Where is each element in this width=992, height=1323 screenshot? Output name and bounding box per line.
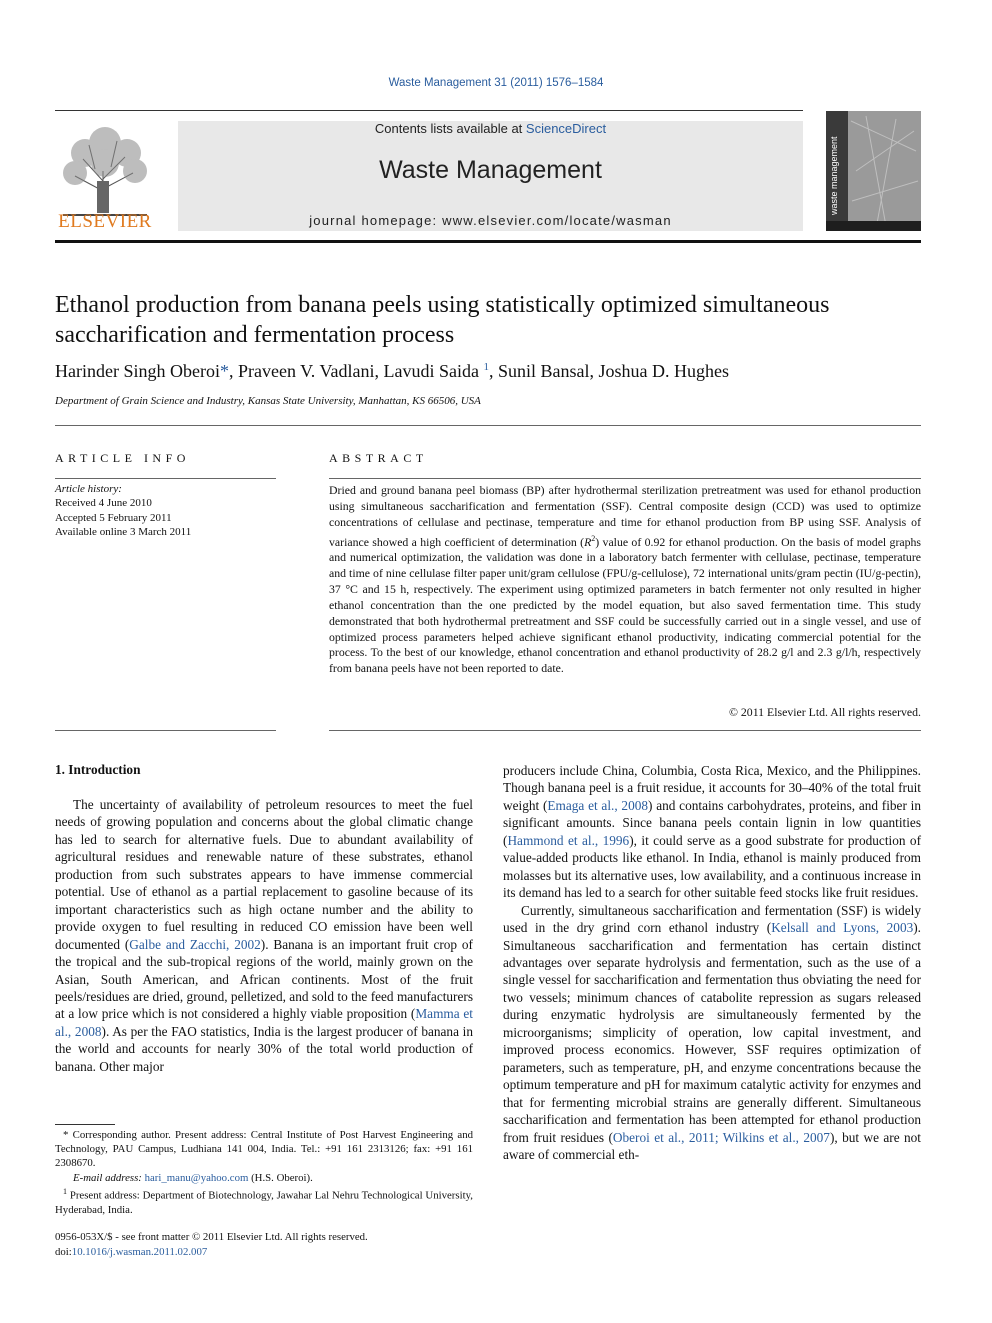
front-matter-info	[55, 1230, 473, 1259]
corresponding-author-mark[interactable]: *	[219, 361, 229, 381]
author-name[interactable]: Harinder Singh Oberoi	[55, 361, 220, 381]
footnotes	[55, 1128, 473, 1217]
reference-link[interactable]: Emaga et al., 2008	[547, 797, 649, 813]
sciencedirect-link[interactable]: ScienceDirect	[525, 121, 607, 136]
paragraph-text: ) and contains carbohydrates, proteins, and fiber in significant amounts. Since banana peels contain lignin in low quantities (	[503, 797, 921, 848]
journal-citation[interactable]: Waste Management 31 (2011) 1576–1584	[388, 77, 604, 89]
abstract-rule	[329, 478, 921, 479]
elsevier-logo	[53, 121, 157, 233]
reference-link[interactable]: Mamma et al., 2008	[55, 1006, 474, 1039]
footnote-number: 1	[63, 1186, 67, 1196]
reference-link[interactable]: Hammond et al., 1996	[507, 832, 630, 848]
abstract-part: ) value of 0.92 for ethanol production. On the basis of model graphs and numerical optimization, the validation was done in a laboratory batch fermenter with cellulase, pectinase, temperature and time of nine cellulase filter paper unit/gram cellulose (FPU/g-cellulose), 72 international units/gram pectin (IU/g-pectin), 37 °C and 15 h, respectively. The experiment using optimized parameters in batch fermenter not only resulted in higher ethanol concentration than the one predicted by the model equation, but also saved fermentation time. This study demonstrated that both hydrothermal pretreatment and SSF could be successfully carried out in a single vessel, and use of optimized process parameters helped achieve significant ethanol productivity, indicating commercial potential for the process. To the best of our knowledge, ethanol concentration and ethanol productivity of 28.2 g/l and 2.3 g/l/h, respectively from banana peels have not been reported to date.	[329, 534, 922, 676]
author-name[interactable]: Sunil Bansal	[497, 361, 590, 381]
header-thick-rule	[55, 240, 921, 243]
journal-homepage	[178, 213, 803, 228]
article-info-bottom-rule	[55, 730, 276, 731]
abstract-part: Dried and ground banana peel biomass (BP) after hydrothermal sterilization pretreatment was used for ethanol production using simultaneous saccharification and fermentation (SSF). Central composite design (CCD) was used to optimize concentrations of cellulase and pectinase, temperature and time for ethanol production from BP using SSF. Analysis of variance showed a high coefficient of determination (	[329, 483, 921, 549]
section-heading-introduction: 1. Introduction	[55, 762, 141, 777]
email-owner: (H.S. Oberoi).	[251, 1171, 313, 1184]
article-title: Ethanol production from banana peels using statistically optimized simultaneous saccharification and fermentation process	[55, 292, 830, 348]
header-rule	[55, 110, 803, 111]
title-rule	[55, 425, 921, 426]
present-address-note: Present address: Department of Biotechnology, Jawahar Lal Nehru Technological University, Hyderabad, India.	[55, 1189, 473, 1216]
abstract-text	[329, 483, 921, 677]
doi-link[interactable]: 10.1016/j.wasman.2011.02.007	[71, 1245, 208, 1258]
received-date: Received 4 June 2010	[55, 497, 152, 510]
contents-prefix: Contents lists available at	[374, 121, 526, 136]
issn-line: 0956-053X/$ - see front matter © 2011 Elsevier Ltd. All rights reserved.	[55, 1231, 368, 1243]
article-info-rule	[55, 478, 276, 479]
footnote-star: *	[63, 1129, 69, 1141]
online-date: Available online 3 March 2011	[55, 526, 192, 539]
footnote-rule	[55, 1124, 115, 1125]
paragraph-text: ). As per the FAO statistics, India is the largest producer of banana in the world and accounts for nearly 30% of the total world production of banana. Other major	[55, 1023, 473, 1074]
journal-cover-thumbnail[interactable]	[826, 111, 921, 231]
paragraph-text: ). Banana is an important fruit crop of the tropical and the sub-tropical regions of the world, mainly grown on the Asian, South American, and African continents. Most of the fruit peels/residues are dried, ground, pelletized, and sold to the feed manufacturers at a low price which is not considered a highly viable proposition (	[55, 936, 473, 1022]
cover-title: waste management	[829, 136, 839, 215]
affiliation: Department of Grain Science and Industry, Kansas State University, Manhattan, KS 66506, USA	[55, 395, 481, 407]
paragraph-text: ). Simultaneous saccharification and fermentation has certain distinct advantages over separate hydrolysis and fermentation, such as the use of a single vessel for saccharification and fermentation thus obviating the need for two vessels; minimum chances of catabolite repression as sugars released during enzymatic hydrolysis are simultaneously fermented by the microorganisms; simplicity of operation, low capital investment, and improved process economics. However, SSF requires optimization of parameters, such as temperature, pH, and enzyme concentrations because the optimum temperature and pH for maximum catalytic activity for enzymes and that for fermenting microbial strains are generally different. Simultaneous saccharification and fermentation has been attempted for ethanol production from fruit residues (	[503, 920, 922, 1145]
reference-link[interactable]: Kelsall and Lyons, 2003	[771, 920, 914, 936]
body-column-left	[55, 796, 473, 1075]
author-list: Harinder Singh Oberoi*, Praveen V. Vadlani, Lavudi Saida $^1$, Sunil Bansal, Joshua D. Hughes	[55, 361, 729, 381]
author-name[interactable]: Lavudi Saida	[383, 361, 479, 381]
article-info-heading: ARTICLE INFO	[55, 451, 190, 465]
abstract-bottom-rule	[329, 730, 921, 731]
footnote-mark[interactable]: 1	[483, 361, 489, 373]
abstract-copyright: © 2011 Elsevier Ltd. All rights reserved.	[729, 705, 921, 719]
author-name[interactable]: Joshua D. Hughes	[598, 361, 729, 381]
corresponding-author-note: Corresponding author. Present address: Central Institute of Post Harvest Engineering and Technology, PAU Campus, Ludhiana 141 004, India. Tel.: +91 161 2313126; fax: +91 161 2308670.	[55, 1129, 473, 1170]
email-label: E-mail address:	[73, 1171, 142, 1184]
history-label: Article history:	[55, 483, 122, 495]
homepage-url[interactable]: www.elsevier.com/locate/wasman	[442, 213, 672, 228]
article-history	[55, 482, 276, 540]
paragraph-text: The uncertainty of availability of petroleum resources to meet the fuel needs of growing population and concerns about the global climatic change has led to search for alternative fuels. Due to abundant availability of agricultural residues and renewable nature of these substrates, ethanol production from such substrates appears to have immense commercial potential. Use of ethanol as a partial replacement to gasoline because of its important characteristics such as high octane number and the ability to provide oxygen to fuel resulting in reduced CO emission have been well documented (	[55, 797, 473, 952]
paragraph-text: Currently, simultaneous saccharification and fermentation (SSF) is widely used in the dry grind corn ethanol industry (	[503, 902, 921, 936]
homepage-prefix: journal homepage:	[309, 213, 443, 228]
reference-link[interactable]: Galbe and Zacchi, 2002	[129, 936, 261, 952]
r-exponent: 2	[591, 533, 596, 543]
doi-line	[55, 1245, 473, 1260]
doi-label: doi:	[55, 1245, 72, 1258]
email-link[interactable]: hari_manu@yahoo.com	[144, 1171, 249, 1184]
author-name[interactable]: Praveen V. Vadlani	[237, 361, 375, 381]
paragraph-text: producers include China, Columbia, Costa Rica, Mexico, and the Philippines. Though banana peel is a fruit residue, it accounts for 30–40% of the total fruit weight (	[503, 763, 921, 813]
abstract-heading: ABSTRACT	[329, 451, 428, 465]
r-symbol: R	[584, 534, 592, 549]
body-column-right	[503, 762, 921, 1163]
reference-link[interactable]: Oberoi et al., 2011; Wilkins et al., 2007	[612, 1129, 830, 1145]
paragraph-text: ), but we are not aware of commercial eth-	[503, 1129, 921, 1162]
journal-name: Waste Management	[379, 156, 602, 184]
paragraph-text: ), it could serve as a good substrate for production of value-added products like ethanol. In India, ethanol is mainly produced from molasses but its alternative uses, low availability, and a continuous increase in its demand has led to a search for other suitable feed stocks like fruit residues.	[503, 832, 921, 901]
contents-line	[178, 121, 803, 136]
publisher-name: ELSEVIER	[58, 211, 152, 232]
accepted-date: Accepted 5 February 2011	[55, 511, 172, 524]
cover-image-icon	[826, 111, 921, 231]
